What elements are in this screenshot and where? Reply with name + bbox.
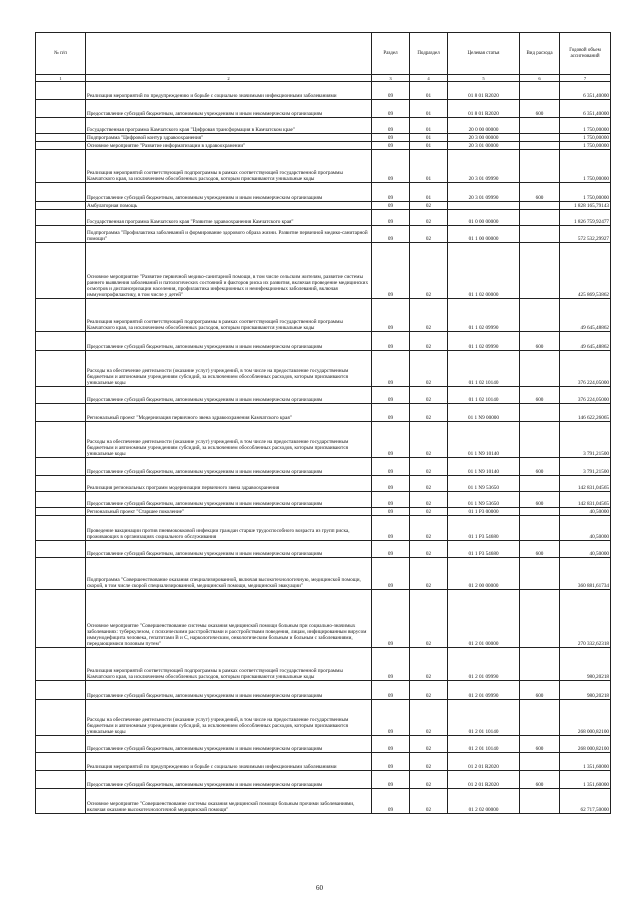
row-razdel-cell: 09 <box>372 648 410 681</box>
row-razdel-cell: 09 <box>372 508 410 516</box>
row-number-cell <box>36 516 86 541</box>
row-target-article-cell: 01 1 N9 00000 <box>448 404 520 422</box>
col-header-expense-type: Вид расхода <box>520 33 560 75</box>
row-razdel-cell: 09 <box>372 736 410 753</box>
row-number-cell <box>36 700 86 736</box>
row-number-cell <box>36 243 86 299</box>
header-row <box>36 33 611 75</box>
row-name-cell: Расходы на обеспечение деятельности (оказание услуг) учреждений, в том числе на предоставление государственным бюджетным и автономным учреждениям субсидий, за исключением обособленных расходов, которым присваиваются уникальные коды <box>86 351 372 387</box>
row-number-cell <box>36 736 86 753</box>
row-razdel-cell: 09 <box>372 404 410 422</box>
row-podrazdel-cell: 02 <box>410 516 448 541</box>
row-target-article-cell: 20 3 01 00000 <box>448 142 520 150</box>
row-amount-cell: 40,50000 <box>560 508 611 516</box>
row-expense-type-cell: 600 <box>520 492 560 508</box>
col-header-target-article: Целевая статья <box>448 33 520 75</box>
row-amount-cell: 1 826 759,92477 <box>560 210 611 226</box>
row-name-cell: Подпрограмма "Профилактика заболеваний и формирование здорового образа жизни. Развитие первичной медико-санитарной помощи" <box>86 226 372 243</box>
row-amount-cell: 142 831,04565 <box>560 492 611 508</box>
row-expense-type-cell: 600 <box>520 387 560 404</box>
row-amount-cell: 425 869,53862 <box>560 243 611 299</box>
col-header-razdel: Раздел <box>372 33 410 75</box>
row-name-cell: Амбулаторная помощь <box>86 202 372 210</box>
row-number-cell <box>36 590 86 648</box>
row-podrazdel-cell: 02 <box>410 700 448 736</box>
table-row <box>36 771 611 789</box>
row-razdel-cell: 09 <box>372 541 410 558</box>
row-podrazdel-cell: 02 <box>410 681 448 700</box>
table-row <box>36 332 611 351</box>
row-podrazdel-cell: 02 <box>410 422 448 458</box>
row-podrazdel-cell: 02 <box>410 458 448 476</box>
col-header-annual-amount: Годовой объем ассигнований <box>560 33 611 75</box>
table-row <box>36 492 611 508</box>
row-target-article-cell: 01 1 N9 10140 <box>448 422 520 458</box>
row-expense-type-cell <box>520 351 560 387</box>
row-amount-cell: 146 622,26065 <box>560 404 611 422</box>
row-expense-type-cell <box>520 558 560 590</box>
row-number-cell <box>36 771 86 789</box>
row-razdel-cell: 09 <box>372 100 410 118</box>
row-amount-cell: 49 645,48862 <box>560 299 611 332</box>
row-name-cell: Подпрограмма "Совершенствование оказания специализированной, включая высокотехнологичную, медицинской помощи, скорой, в том числе скорой специализированной, медицинской помощи, медицинской эвакуации" <box>86 558 372 590</box>
row-podrazdel-cell: 01 <box>410 118 448 134</box>
table-row <box>36 387 611 404</box>
row-name-cell: Региональный проект "Модернизация первичного звена здравоохранения Камчатского края" <box>86 404 372 422</box>
table-row <box>36 210 611 226</box>
row-razdel-cell: 09 <box>372 681 410 700</box>
row-target-article-cell: 01 8 01 R2020 <box>448 82 520 100</box>
row-amount-cell: 40,50000 <box>560 516 611 541</box>
row-number-cell <box>36 681 86 700</box>
row-expense-type-cell <box>520 404 560 422</box>
row-amount-cell: 62 717,50000 <box>560 789 611 814</box>
row-name-cell: Региональный проект "Старшее поколение" <box>86 508 372 516</box>
row-expense-type-cell <box>520 648 560 681</box>
row-target-article-cell: 01 1 N9 53650 <box>448 476 520 492</box>
row-name-cell: Расходы на обеспечение деятельности (оказание услуг) учреждений, в том числе на предоставление государственным бюджетным и автономным учреждениям субсидий, за исключением обособленных расходов, которым присваиваются уникальные коды <box>86 422 372 458</box>
table-row <box>36 508 611 516</box>
row-amount-cell: 376 224,05000 <box>560 351 611 387</box>
table-row <box>36 789 611 814</box>
row-podrazdel-cell: 02 <box>410 508 448 516</box>
row-target-article-cell: 01 2 01 00000 <box>448 590 520 648</box>
table-row <box>36 458 611 476</box>
row-amount-cell: 1 750,00000 <box>560 150 611 183</box>
table-row <box>36 681 611 700</box>
row-amount-cell: 980,20218 <box>560 648 611 681</box>
row-razdel-cell: 09 <box>372 558 410 590</box>
row-name-cell: Основное мероприятие "Совершенствование системы оказания медицинской помощи больным при социально-значимых заболеваниях: туберкулезом, с психическими расстройствами и расстройствами поведения, лицам, инфицированным вирусом иммунодефицита человека, гепатитами В и С, наркологическим, онкологическим больным и больным с заболеваниями, передающимися половым путем" <box>86 590 372 648</box>
row-expense-type-cell <box>520 210 560 226</box>
table-row <box>36 476 611 492</box>
row-number-cell <box>36 404 86 422</box>
row-expense-type-cell: 600 <box>520 100 560 118</box>
row-number-cell <box>36 387 86 404</box>
row-razdel-cell: 09 <box>372 476 410 492</box>
row-razdel-cell: 09 <box>372 150 410 183</box>
row-podrazdel-cell: 02 <box>410 404 448 422</box>
row-expense-type-cell <box>520 202 560 210</box>
table-row <box>36 541 611 558</box>
row-razdel-cell: 09 <box>372 458 410 476</box>
row-target-article-cell: 01 2 02 00000 <box>448 789 520 814</box>
row-target-article-cell: 01 1 02 09990 <box>448 332 520 351</box>
row-podrazdel-cell: 02 <box>410 558 448 590</box>
table-row <box>36 150 611 183</box>
row-target-article-cell: 01 1 N9 53650 <box>448 492 520 508</box>
row-expense-type-cell <box>520 150 560 183</box>
row-podrazdel-cell: 02 <box>410 590 448 648</box>
row-target-article-cell: 20 3 00 00000 <box>448 134 520 142</box>
row-podrazdel-cell: 02 <box>410 202 448 210</box>
row-target-article-cell: 01 2 01 R2020 <box>448 753 520 771</box>
row-name-cell: Предоставление субсидий бюджетным, автономным учреждениям и иным некоммерческим организациям <box>86 492 372 508</box>
row-name-cell: Предоставление субсидий бюджетным, автономным учреждениям и иным некоммерческим организациям <box>86 736 372 753</box>
table-row <box>36 202 611 210</box>
row-name-cell: Предоставление субсидий бюджетным, автономным учреждениям и иным некоммерческим организациям <box>86 771 372 789</box>
row-name-cell: Реализация мероприятий соответствующей подпрограммы в рамках соответствующей государственной программы Камчатского края, за исключением обособленных расходов, которым присваиваются уникальные коды <box>86 648 372 681</box>
row-expense-type-cell <box>520 508 560 516</box>
row-podrazdel-cell: 02 <box>410 351 448 387</box>
col-number: 1 <box>36 75 86 82</box>
row-name-cell: Основное мероприятие "Совершенствование системы оказания медицинской помощи больным прочими заболеваниями, включая оказание высокотехнологичной медицинской помощи" <box>86 789 372 814</box>
row-number-cell <box>36 541 86 558</box>
column-number-row <box>36 75 611 82</box>
row-podrazdel-cell: 01 <box>410 142 448 150</box>
row-razdel-cell: 09 <box>372 299 410 332</box>
row-expense-type-cell <box>520 590 560 648</box>
row-expense-type-cell <box>520 142 560 150</box>
row-number-cell <box>36 753 86 771</box>
row-number-cell <box>36 492 86 508</box>
table-row <box>36 516 611 541</box>
row-razdel-cell: 09 <box>372 82 410 100</box>
row-expense-type-cell <box>520 700 560 736</box>
row-expense-type-cell <box>520 82 560 100</box>
row-podrazdel-cell: 01 <box>410 100 448 118</box>
row-target-article-cell: 01 1 02 10140 <box>448 351 520 387</box>
row-expense-type-cell <box>520 243 560 299</box>
row-amount-cell: 3 791,21500 <box>560 422 611 458</box>
row-target-article-cell: 01 8 01 R2020 <box>448 100 520 118</box>
row-name-cell: Предоставление субсидий бюджетным, автономным учреждениям и иным некоммерческим организациям <box>86 183 372 202</box>
row-podrazdel-cell: 02 <box>410 736 448 753</box>
table-row <box>36 243 611 299</box>
row-podrazdel-cell: 02 <box>410 771 448 789</box>
row-expense-type-cell <box>520 299 560 332</box>
row-expense-type-cell <box>520 516 560 541</box>
row-name-cell: Предоставление субсидий бюджетным, автономным учреждениям и иным некоммерческим организациям <box>86 387 372 404</box>
row-target-article-cell: 01 0 00 00000 <box>448 210 520 226</box>
col-number: 2 <box>86 75 372 82</box>
row-target-article-cell: 01 1 00 00000 <box>448 226 520 243</box>
row-number-cell <box>36 82 86 100</box>
row-target-article-cell: 01 2 01 10140 <box>448 700 520 736</box>
row-target-article-cell: 01 1 P3 54680 <box>448 541 520 558</box>
row-podrazdel-cell: 01 <box>410 82 448 100</box>
row-target-article-cell <box>448 202 520 210</box>
row-number-cell <box>36 458 86 476</box>
row-number-cell <box>36 118 86 134</box>
row-razdel-cell: 09 <box>372 753 410 771</box>
row-amount-cell: 270 332,62318 <box>560 590 611 648</box>
row-razdel-cell: 09 <box>372 210 410 226</box>
col-header-podrazdel: Подраздел <box>410 33 448 75</box>
row-amount-cell: 1 351,60000 <box>560 771 611 789</box>
row-podrazdel-cell: 02 <box>410 492 448 508</box>
row-expense-type-cell: 600 <box>520 332 560 351</box>
row-podrazdel-cell: 02 <box>410 648 448 681</box>
row-target-article-cell: 01 2 01 10140 <box>448 736 520 753</box>
col-number: 5 <box>448 75 520 82</box>
budget-table <box>35 32 611 814</box>
row-razdel-cell: 09 <box>372 243 410 299</box>
row-target-article-cell: 01 1 02 10140 <box>448 387 520 404</box>
row-number-cell <box>36 134 86 142</box>
row-name-cell: Расходы на обеспечение деятельности (оказание услуг) учреждений, в том числе на предоставление государственным бюджетным и автономным учреждениям субсидий, за исключением обособленных расходов, которым присваиваются уникальные коды <box>86 700 372 736</box>
page-number: 60 <box>316 884 323 892</box>
col-number: 4 <box>410 75 448 82</box>
row-name-cell: Основное мероприятие "Развитие информатизации в здравоохранении" <box>86 142 372 150</box>
row-razdel-cell: 09 <box>372 422 410 458</box>
row-razdel-cell: 09 <box>372 700 410 736</box>
col-number: 3 <box>372 75 410 82</box>
row-name-cell: Реализация мероприятий соответствующей подпрограммы в рамках соответствующей государственной программы Камчатского края, за исключением обособленных расходов, которым присваиваются уникальные коды <box>86 299 372 332</box>
row-razdel-cell: 09 <box>372 351 410 387</box>
row-expense-type-cell <box>520 422 560 458</box>
row-name-cell: Реализация мероприятий соответствующей подпрограммы в рамках соответствующей государственной программы Камчатского края, за исключением обособленных расходов, которым присваиваются уникальные коды <box>86 150 372 183</box>
row-razdel-cell: 09 <box>372 590 410 648</box>
table-row <box>36 648 611 681</box>
row-razdel-cell: 09 <box>372 387 410 404</box>
row-razdel-cell: 09 <box>372 118 410 134</box>
row-podrazdel-cell: 02 <box>410 243 448 299</box>
table-row <box>36 351 611 387</box>
row-number-cell <box>36 100 86 118</box>
table-row <box>36 404 611 422</box>
row-amount-cell: 376 224,05000 <box>560 387 611 404</box>
table-row <box>36 590 611 648</box>
row-podrazdel-cell: 02 <box>410 387 448 404</box>
row-podrazdel-cell: 01 <box>410 183 448 202</box>
row-podrazdel-cell: 02 <box>410 541 448 558</box>
row-number-cell <box>36 210 86 226</box>
row-target-article-cell: 01 1 N9 10140 <box>448 458 520 476</box>
row-name-cell: Предоставление субсидий бюджетным, автономным учреждениям и иным некоммерческим организациям <box>86 100 372 118</box>
row-target-article-cell: 01 2 01 R2020 <box>448 771 520 789</box>
row-expense-type-cell: 600 <box>520 681 560 700</box>
row-expense-type-cell <box>520 789 560 814</box>
row-number-cell <box>36 202 86 210</box>
row-amount-cell: 1 351,60000 <box>560 753 611 771</box>
table-row <box>36 142 611 150</box>
row-amount-cell: 49 645,48862 <box>560 332 611 351</box>
row-target-article-cell: 20 3 01 09990 <box>448 183 520 202</box>
col-number: 6 <box>520 75 560 82</box>
row-target-article-cell: 01 2 01 09990 <box>448 681 520 700</box>
row-name-cell: Предоставление субсидий бюджетным, автономным учреждениям и иным некоммерческим организациям <box>86 541 372 558</box>
row-target-article-cell: 01 1 P3 54680 <box>448 516 520 541</box>
row-podrazdel-cell: 02 <box>410 226 448 243</box>
row-podrazdel-cell: 01 <box>410 150 448 183</box>
row-number-cell <box>36 508 86 516</box>
row-razdel-cell: 09 <box>372 789 410 814</box>
row-podrazdel-cell: 02 <box>410 753 448 771</box>
row-amount-cell: 1 828 165,79143 <box>560 202 611 210</box>
row-target-article-cell: 01 2 01 09990 <box>448 648 520 681</box>
row-razdel-cell: 09 <box>372 516 410 541</box>
row-amount-cell: 6 351,40000 <box>560 100 611 118</box>
table-row <box>36 299 611 332</box>
row-expense-type-cell <box>520 753 560 771</box>
col-header-name <box>86 33 372 75</box>
row-name-cell: Основное мероприятие "Развитие первичной медико-санитарной помощи, в том числе сельским жителям, развитие системы раннего выявления заболеваний и патологических состояний и факторов риска их развития, включая проведение медицинских осмотров и диспансеризации населения, профилактика инфекционных и неинфекционных заболеваний, включая иммунопрофилактику, в том числе у детей" <box>86 243 372 299</box>
row-target-article-cell: 20 0 00 00000 <box>448 118 520 134</box>
row-podrazdel-cell: 02 <box>410 299 448 332</box>
table-row <box>36 753 611 771</box>
row-amount-cell: 142 831,04565 <box>560 476 611 492</box>
row-razdel-cell: 09 <box>372 226 410 243</box>
table-body <box>36 82 611 814</box>
row-number-cell <box>36 226 86 243</box>
row-amount-cell: 6 351,40000 <box>560 82 611 100</box>
table-row <box>36 82 611 100</box>
table-row <box>36 118 611 134</box>
row-expense-type-cell: 600 <box>520 736 560 753</box>
row-amount-cell: 268 000,82100 <box>560 700 611 736</box>
row-target-article-cell: 01 1 02 09990 <box>448 299 520 332</box>
row-razdel-cell: 09 <box>372 492 410 508</box>
row-name-cell: Предоставление субсидий бюджетным, автономным учреждениям и иным некоммерческим организациям <box>86 681 372 700</box>
row-number-cell <box>36 332 86 351</box>
row-target-article-cell: 01 2 00 00000 <box>448 558 520 590</box>
row-razdel-cell: 09 <box>372 771 410 789</box>
row-amount-cell: 980,20218 <box>560 681 611 700</box>
row-name-cell: Предоставление субсидий бюджетным, автономным учреждениям и иным некоммерческим организациям <box>86 458 372 476</box>
row-expense-type-cell <box>520 226 560 243</box>
row-name-cell: Проведение вакцинации против пневмококковой инфекции граждан старше трудоспособного возраста из групп риска, проживающих в организациях социального обслуживания <box>86 516 372 541</box>
row-name-cell: Реализация региональных программ модернизации первичного звена здравоохранения <box>86 476 372 492</box>
row-name-cell: Предоставление субсидий бюджетным, автономным учреждениям и иным некоммерческим организациям <box>86 332 372 351</box>
row-expense-type-cell <box>520 118 560 134</box>
row-number-cell <box>36 351 86 387</box>
row-expense-type-cell: 600 <box>520 183 560 202</box>
row-number-cell <box>36 150 86 183</box>
row-amount-cell: 268 000,82100 <box>560 736 611 753</box>
row-expense-type-cell: 600 <box>520 458 560 476</box>
row-razdel-cell: 09 <box>372 332 410 351</box>
row-podrazdel-cell: 02 <box>410 476 448 492</box>
row-expense-type-cell <box>520 134 560 142</box>
row-number-cell <box>36 648 86 681</box>
table-row <box>36 422 611 458</box>
row-amount-cell: 1 750,00000 <box>560 118 611 134</box>
row-name-cell: Государственная программа Камчатского края "Цифровая трансформация в Камчатском крае" <box>86 118 372 134</box>
row-podrazdel-cell: 01 <box>410 134 448 142</box>
row-amount-cell: 40,50000 <box>560 541 611 558</box>
row-expense-type-cell: 600 <box>520 541 560 558</box>
row-number-cell <box>36 422 86 458</box>
row-number-cell <box>36 142 86 150</box>
table-row <box>36 183 611 202</box>
row-amount-cell: 1 750,00000 <box>560 183 611 202</box>
row-name-cell: Реализация мероприятий по предупреждению и борьбе с социально значимыми инфекционными заболеваниями <box>86 753 372 771</box>
row-podrazdel-cell: 02 <box>410 332 448 351</box>
row-name-cell: Подпрограмма "Цифровой контур здравоохранения" <box>86 134 372 142</box>
col-header-number: № п/п <box>36 33 86 75</box>
row-amount-cell: 572 532,29927 <box>560 226 611 243</box>
row-target-article-cell: 01 1 02 00000 <box>448 243 520 299</box>
table-row <box>36 736 611 753</box>
table-row <box>36 558 611 590</box>
row-number-cell <box>36 558 86 590</box>
row-amount-cell: 1 750,00000 <box>560 134 611 142</box>
row-target-article-cell: 20 3 01 09990 <box>448 150 520 183</box>
row-razdel-cell: 09 <box>372 134 410 142</box>
row-razdel-cell: 09 <box>372 142 410 150</box>
row-target-article-cell: 01 1 P3 00000 <box>448 508 520 516</box>
row-name-cell: Реализация мероприятий по предупреждению и борьбе с социально значимыми инфекционными заболеваниями <box>86 82 372 100</box>
row-amount-cell: 3 791,21500 <box>560 458 611 476</box>
row-number-cell <box>36 299 86 332</box>
row-name-cell: Государственная программа Камчатского края "Развитие здравоохранения Камчатского края" <box>86 210 372 226</box>
table-row <box>36 226 611 243</box>
table-row <box>36 700 611 736</box>
row-number-cell <box>36 183 86 202</box>
row-expense-type-cell: 600 <box>520 771 560 789</box>
row-podrazdel-cell: 02 <box>410 210 448 226</box>
row-podrazdel-cell: 02 <box>410 789 448 814</box>
table-row <box>36 134 611 142</box>
row-razdel-cell: 09 <box>372 202 410 210</box>
row-number-cell <box>36 476 86 492</box>
row-number-cell <box>36 789 86 814</box>
table-row <box>36 100 611 118</box>
row-razdel-cell: 09 <box>372 183 410 202</box>
col-number: 7 <box>560 75 611 82</box>
row-expense-type-cell <box>520 476 560 492</box>
row-amount-cell: 1 750,00000 <box>560 142 611 150</box>
row-amount-cell: 360 881,61734 <box>560 558 611 590</box>
